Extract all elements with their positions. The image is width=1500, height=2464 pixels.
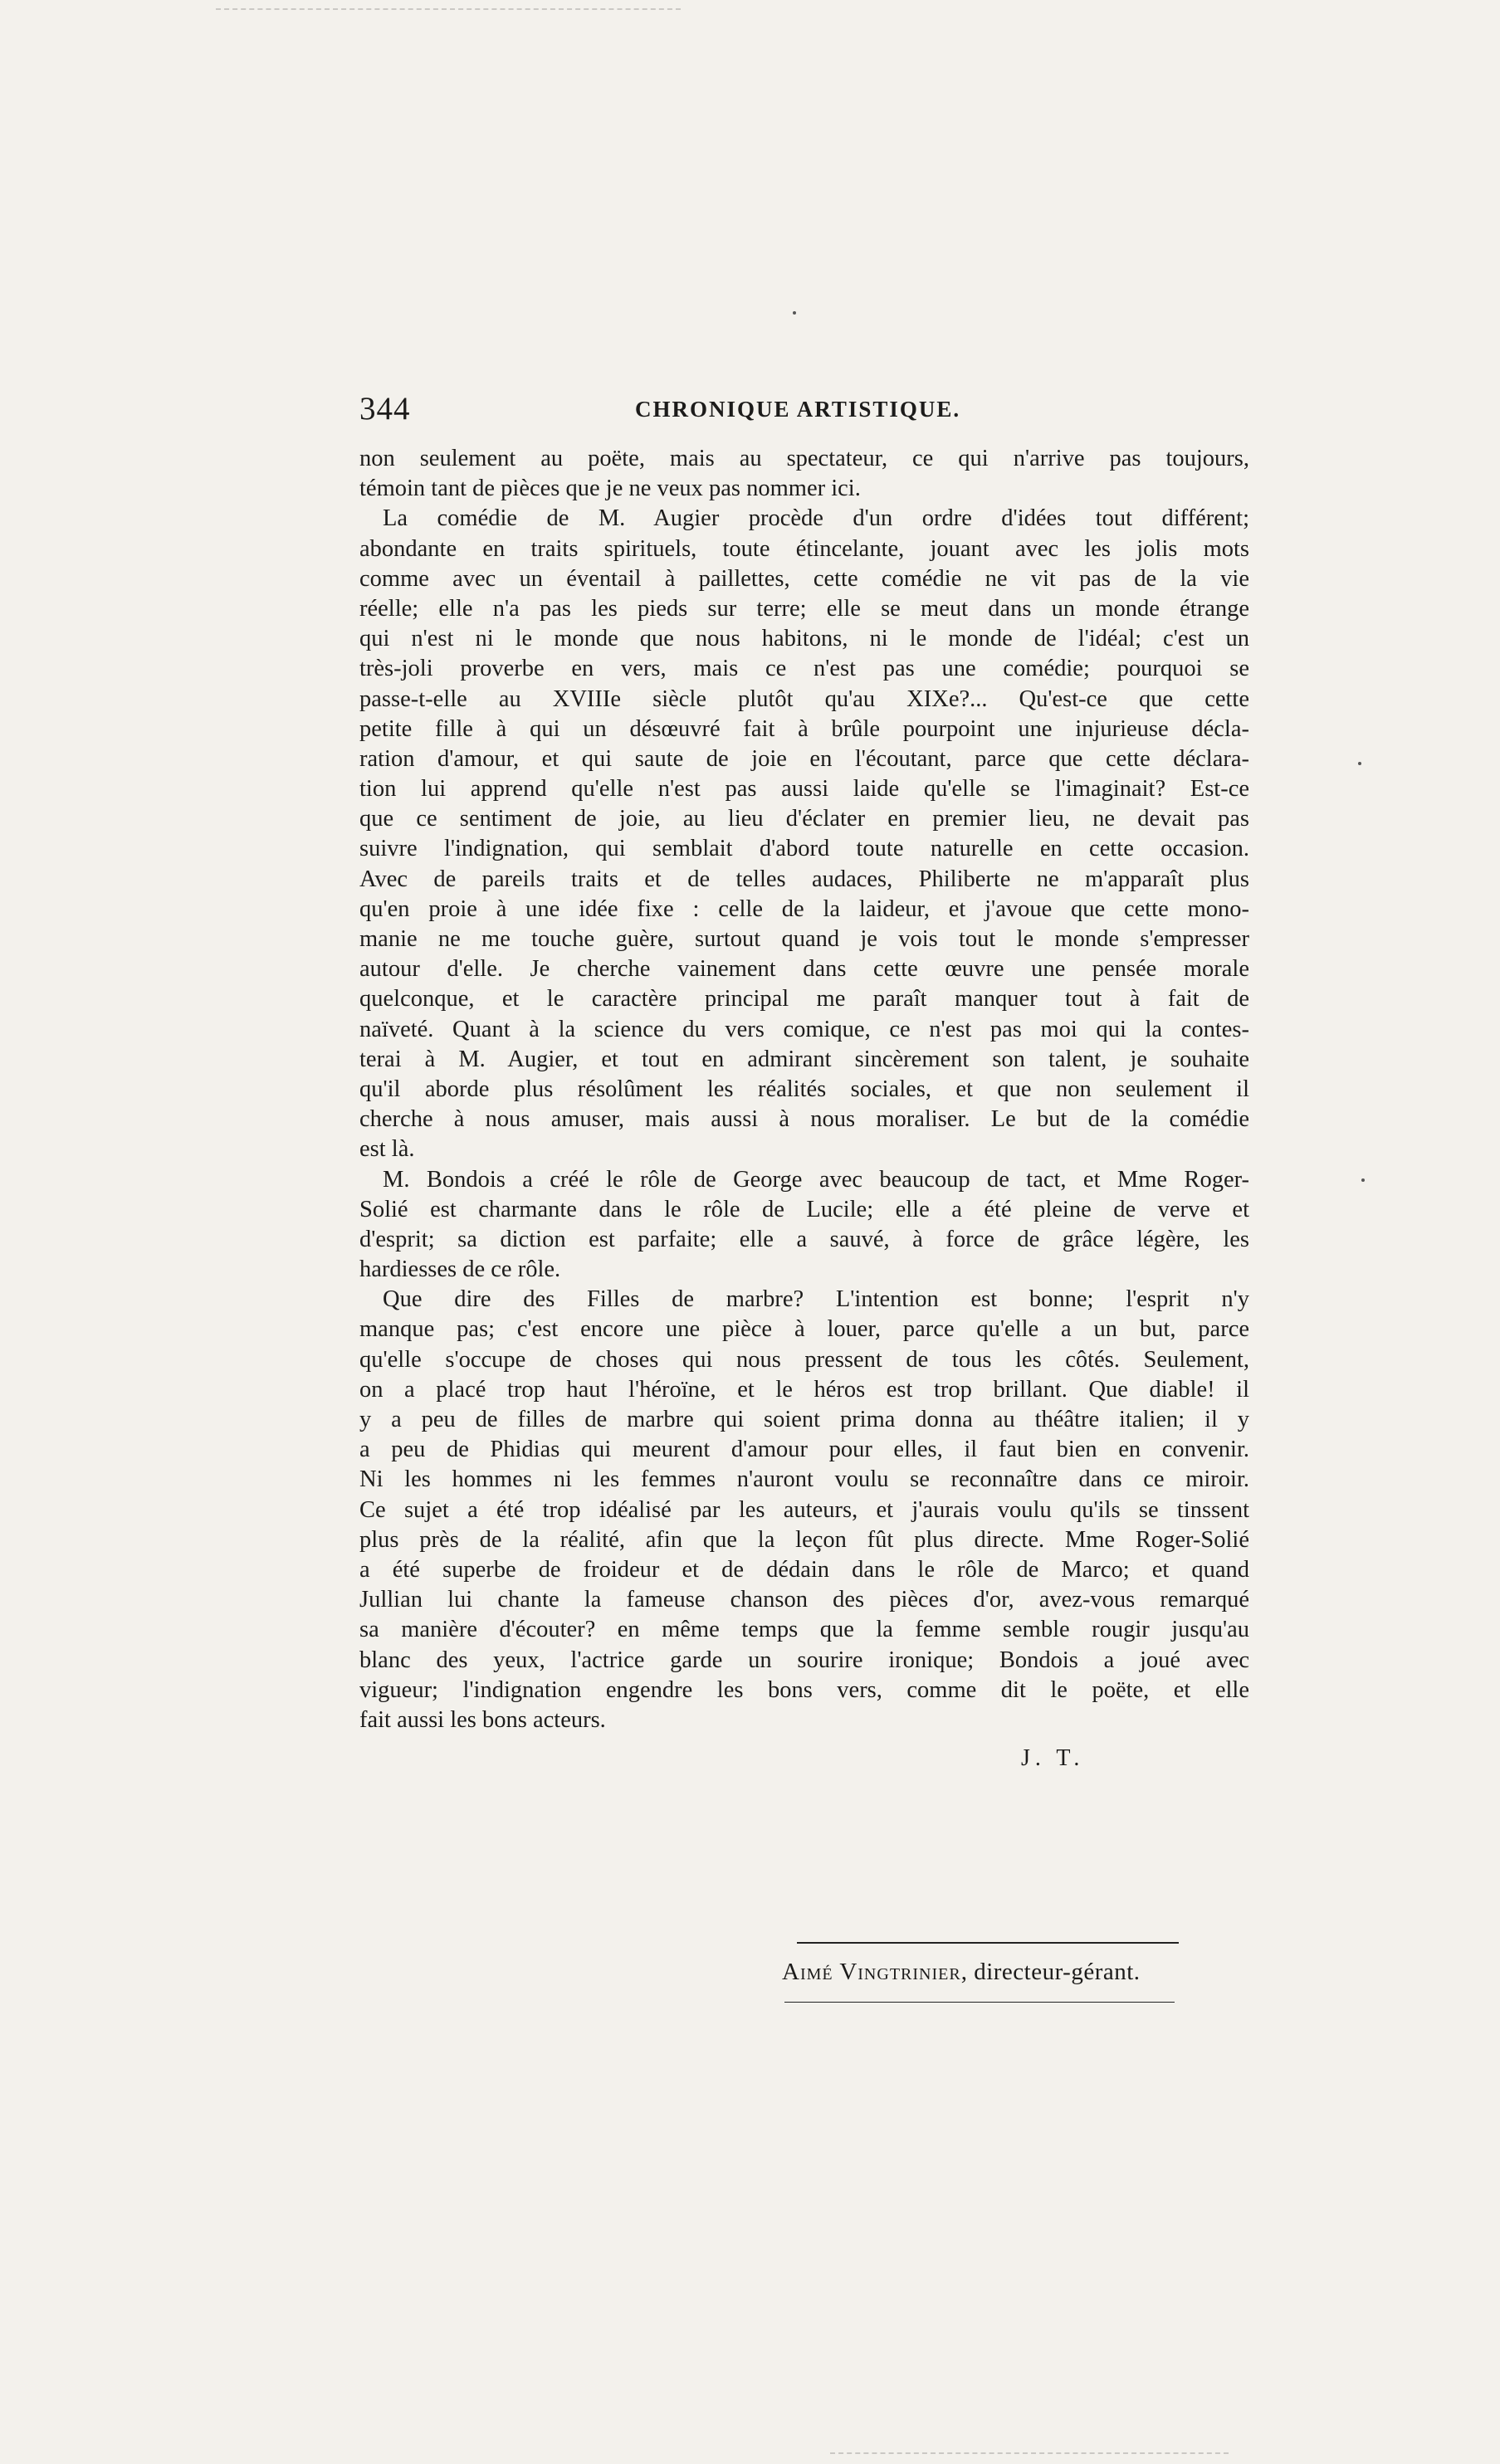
text-line: fait aussi les bons acteurs. [359,1706,606,1733]
page-header [359,390,1249,432]
article-body [359,444,1249,1735]
text-line: manque pas; c'est encore une pièce à louer, parce qu'elle a un but, parce [359,1316,1249,1343]
text-line: a été superbe de froideur et de dédain dans le rôle de Marco; et quand [359,1556,1249,1583]
text-line: abondante en traits spirituels, toute étincelante, jouant avec les jolis mots [359,535,1249,562]
imprint-line [782,1959,1141,1986]
text-line: non seulement au poëte, mais au spectateur, ce qui n'arrive pas toujours, [359,446,1249,471]
imprint-rule-top [797,1942,1179,1944]
text-line: suivre l'indignation, qui semblait d'abord toute naturelle en cette occasion. [359,836,1249,862]
text-line: La comédie de M. Augier procède d'un ordre d'idées tout différent; [383,505,1249,532]
text-line: Ni les hommes ni les femmes n'auront voulu se reconnaître dans ce miroir. [359,1466,1249,1493]
text-line: quelconque, et le caractère principal me paraît manquer tout à fait de [359,986,1249,1012]
text-line: cherche à nous amuser, mais aussi à nous moraliser. Le but de la comédie [359,1106,1249,1133]
text-line: sa manière d'écouter? en même temps que la femme semble rougir jusqu'au [359,1617,1249,1643]
text-line: qu'elle s'occupe de choses qui nous pressent de tous les côtés. Seulement, [359,1346,1249,1373]
text-line: passe-t-elle au XVIIIe siècle plutôt qu'au XIXe?... Qu'est-ce que cette [359,686,1249,712]
text-line: Jullian lui chante la fameuse chanson des pièces d'or, avez-vous remarqué [359,1587,1249,1613]
text-line: Solié est charmante dans le rôle de Lucile; elle a été pleine de verve et [359,1196,1249,1222]
text-line: on a placé trop haut l'héroïne, et le héros est trop brillant. Que diable! il [359,1376,1249,1403]
author-initials: J. T. [1021,1745,1085,1771]
running-head: CHRONIQUE ARTISTIQUE. [635,397,961,422]
text-line: blanc des yeux, l'actrice garde un sourire ironique; Bondois a joué avec [359,1647,1249,1673]
scan-speck [1358,762,1361,765]
text-line: tion lui apprend qu'elle n'est pas aussi laide qu'elle se l'imaginait? Est-ce [359,776,1249,803]
text-line: hardiesses de ce rôle. [359,1256,561,1283]
text-line: Ce sujet a été trop idéalisé par les auteurs, et j'aurais voulu qu'ils se tinssent [359,1496,1249,1523]
scan-speck [1361,1178,1365,1182]
text-line: terai à M. Augier, et tout en admirant sincèrement son talent, je souhaite [359,1046,1249,1072]
text-line: a peu de Phidias qui meurent d'amour pour elles, il faut bien en convenir. [359,1437,1249,1463]
text-line: ration d'amour, et qui saute de joie en l'écoutant, parce que cette déclara- [359,745,1249,772]
text-line: témoin tant de pièces que je ne veux pas nommer ici. [359,476,861,502]
text-line: M. Bondois a créé le rôle de George avec beaucoup de tact, et Mme Roger- [383,1166,1249,1193]
scan-artifact-bottom [830,2452,1229,2456]
text-line: naïveté. Quant à la science du vers comique, ce n'est pas moi qui la contes- [359,1016,1249,1042]
imprint-rule-bottom [784,2002,1175,2003]
text-line: plus près de la réalité, afin que la leçon fût plus directe. Mme Roger-Solié [359,1526,1249,1553]
text-line: réelle; elle n'a pas les pieds sur terre; elle se meut dans un monde étrange [359,595,1249,622]
text-line: qu'il aborde plus résolûment les réalités sociales, et que non seulement il [359,1076,1249,1102]
text-line: autour d'elle. Je cherche vainement dans cette œuvre une pensée morale [359,956,1249,983]
page-number: 344 [359,391,411,427]
scan-speck [793,311,796,315]
text-line: d'esprit; sa diction est parfaite; elle a sauvé, à force de grâce légère, les [359,1226,1249,1252]
scan-artifact-top [216,8,681,12]
text-line: manie ne me touche guère, surtout quand je vois tout le monde s'empresser [359,926,1249,952]
text-line: petite fille à qui un désœuvré fait à brûle pourpoint une injurieuse décla- [359,715,1249,742]
text-line: vigueur; l'indignation engendre les bons vers, comme dit le poëte, et elle [359,1676,1249,1703]
imprint-name: Aimé Vingtrinier [782,1959,961,1985]
text-line: très-joli proverbe en vers, mais ce n'est pas une comédie; pourquoi se [359,656,1249,682]
text-line: que ce sentiment de joie, au lieu d'éclater en premier lieu, ne devait pas [359,806,1249,832]
text-line: est là. [359,1136,415,1163]
text-line: qu'en proie à une idée fixe : celle de la laideur, et j'avoue que cette mono- [359,895,1249,922]
text-line: Que dire des Filles de marbre? L'intention est bonne; l'esprit n'y [383,1286,1249,1313]
text-line: Avec de pareils traits et de telles audaces, Philiberte ne m'apparaît plus [359,866,1249,892]
text-line: qui n'est ni le monde que nous habitons, ni le monde de l'idéal; c'est un [359,626,1249,652]
text-line: y a peu de filles de marbre qui soient prima donna au théâtre italien; il y [359,1407,1249,1432]
imprint-role: , directeur-gérant. [960,1959,1141,1985]
text-line: comme avec un éventail à paillettes, cette comédie ne vit pas de la vie [359,565,1249,592]
